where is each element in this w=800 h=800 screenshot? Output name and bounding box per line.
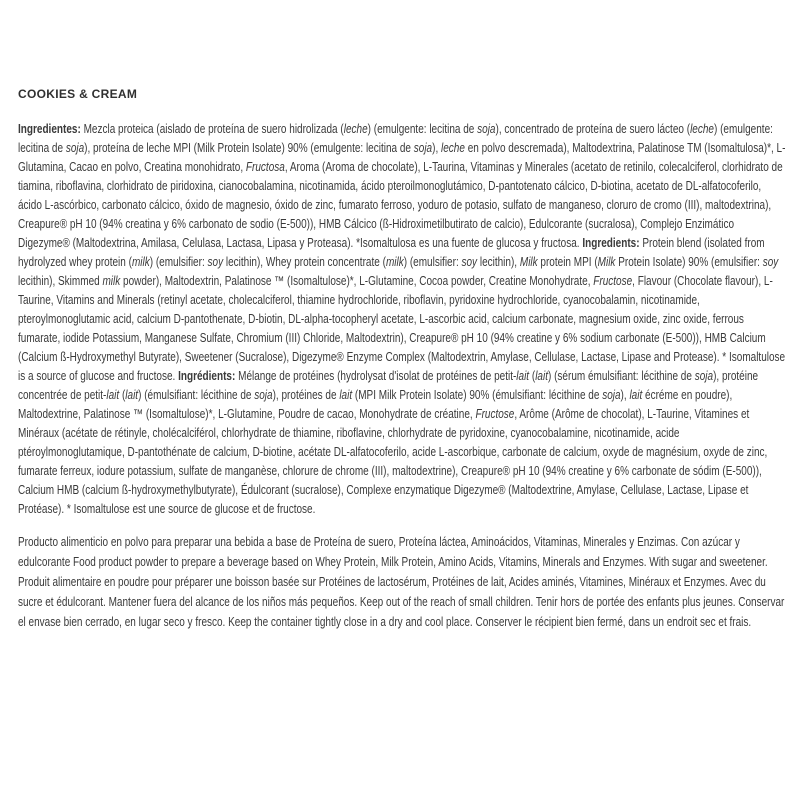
label-text-block (18, 120, 786, 632)
product-info-paragraph: Producto alimenticio en polvo para preparar una bebida a base de Proteína de suero, Proteína láctea, Aminoácidos, Vitaminas, Minerales y Enzimas. Con azúcar y edulcorante Food product powder to prepare a beverage based on Whey Protein, Milk Protein, Amino Acids, Vitamins, Minerals and Enzymes. With sugar and sweetener. Produit alimentaire en poudre pour préparer une boisson basée sur Protéines de lactosérum, Protéines de lait, Acides aminés, Vitamines, Minéraux et Enzymes. Avec du sucre et édulcorant. Mantener fuera del alcance de los niños más pequeños. Keep out of the reach of small children. Tenir hors de portée des enfants plus jeunes. Conservar el envase bien cerrado, en lugar seco y fresco. Keep the container tightly close in a dry and cool place. Conserver le récipient bien fermé, dans un endroit sec et frais. (18, 535, 785, 629)
ingredients-paragraph: Ingredientes: Mezcla proteica (aislado de proteína de suero hidrolizada (leche) (emulgente: lecitina de soja), concentrado de proteína de suero lácteo (leche) (emulgente: lecitina de soja), proteína de leche MPI (Milk Protein Isolate) 90% (emulgente: lecitina de soja), leche en polvo descremada), Maltodextrina, Palatinose TM (Isomaltulosa)*, L-Glutamina, Cacao en polvo, Creatina monohidrato, Fructosa, Aroma (Aroma de chocolate), L-Taurina, Vitaminas y Minerales (acetato de retinilo, colecalciferol, clorhidrato de tiamina, riboflavina, clorhidrato de piridoxina, cianocobalamina, nicotinamida, ácido pteroilmonoglutámico, D-pantotenato cálcico, D-biotina, acetato de DL-alfatocoferilo, ácido L-ascórbico, carbonato cálcico, óxido de magnesio, óxido de zinc, fumarato ferroso, yoduro de potasio, sulfato de manganeso, cloruro de cromo (III), maltodextrina), Creapure® pH 10 (94% creatina y 6% carbonato de sodio (E-500)), HMB Cálcico (ß-Hidroximetilbutirato de calcio), Edulcorante (sucralosa), Complejo Enzimático Digezyme® (Maltodextrina, Amilasa, Celulasa, Lactasa, Lipasa y Proteasa). *Isomaltulosa es una fuente de glucosa y fructosa. Ingredients: Protein blend (isolated from hydrolyzed whey protein (milk) (emulsifier: soy lecithin), Whey protein concentrate (milk) (emulsifier: soy lecithin), Milk protein MPI (Milk Protein Isolate) 90% (emulsifier: soy lecithin), Skimmed milk powder), Maltodextrin, Palatinose ™ (Isomaltulose)*, L-Glutamine, Cocoa powder, Creatine Monohydrate, Fructose, Flavour (Chocolate flavour), L-Taurine, Vitamins and Minerals (retinyl acetate, cholecalciferol, thiamine hydrochloride, riboflavin, pyridoxine hydrochloride, cyanocobalamin, nicotinamide, pteroylmonoglutamic acid, calcium D-pantothenate, D-biotin, DL-alpha-tocopheryl acetate, L-ascorbic acid, calcium carbonate, magnesium oxide, zinc oxide, ferrous fumarate, iodide Potassium, Manganese Sulfate, Chromium (III) Chloride, Maltodextrin), Creapure® pH 10 (94% creatine y 6% sodium carbonate (E-500)), HMB Calcium (Calcium ß-Hydroxymethyl Butyrate), Sweetener (Sucralose), Digezyme® Enzyme Complex (Maltodextrin, Amylase, Cellulase, Lactase, Lipase and Protease). * Isomaltulose is a source of glucose and fructose. Ingrédients: Mélange de protéines (hydrolysat d'isolat de protéines de petit-lait (lait) (sérum émulsifiant: lécithine de soja), protéine concentrée de petit-lait (lait) (émulsifiant: lécithine de soja), protéines de lait (MPI Milk Protein Isolate) 90% (émulsifiant: lécithine de soja), lait écréme en poudre), Maltodextrine, Palatinose ™ (Isomaltulose)*, L-Glutamine, Poudre de cacao, Monohydrate de créatine, Fructose, Arôme (Arôme de chocolat), L-Taurine, Vitamines et Minéraux (acétate de rétinyle, cholécalciférol, chlorhydrate de thiamine, riboflavine, chlorhydrate de pyridoxine, cyanocobalamine, nicotinamide, acide ptéroylmonoglutamique, D-pantothénate de calcium, D-biotine, acétate DL-alfatocoferilo, acide L-ascorbique, carbonate de calcium, oxyde de magnésium, oxyde de zinc, fumarate ferreux, iodure potassium, sulfate de manganèse, chlorure de chrome (III), maltodextrine), Creapure® pH 10 (94% creatine y 6% carbonate de sódim (E-500)), Calcium HMB (calcium ß-hydroxymethylbutyrate), Édulcorant (sucralose), Complexe enzymatique Digezyme® (Maltodextrine, Amylase, Cellulase, Lactase, Lipase et Protéase). * Isomaltulose est une source de glucose et de fructose. (18, 122, 786, 516)
product-name-title: COOKIES & CREAM (18, 87, 138, 101)
